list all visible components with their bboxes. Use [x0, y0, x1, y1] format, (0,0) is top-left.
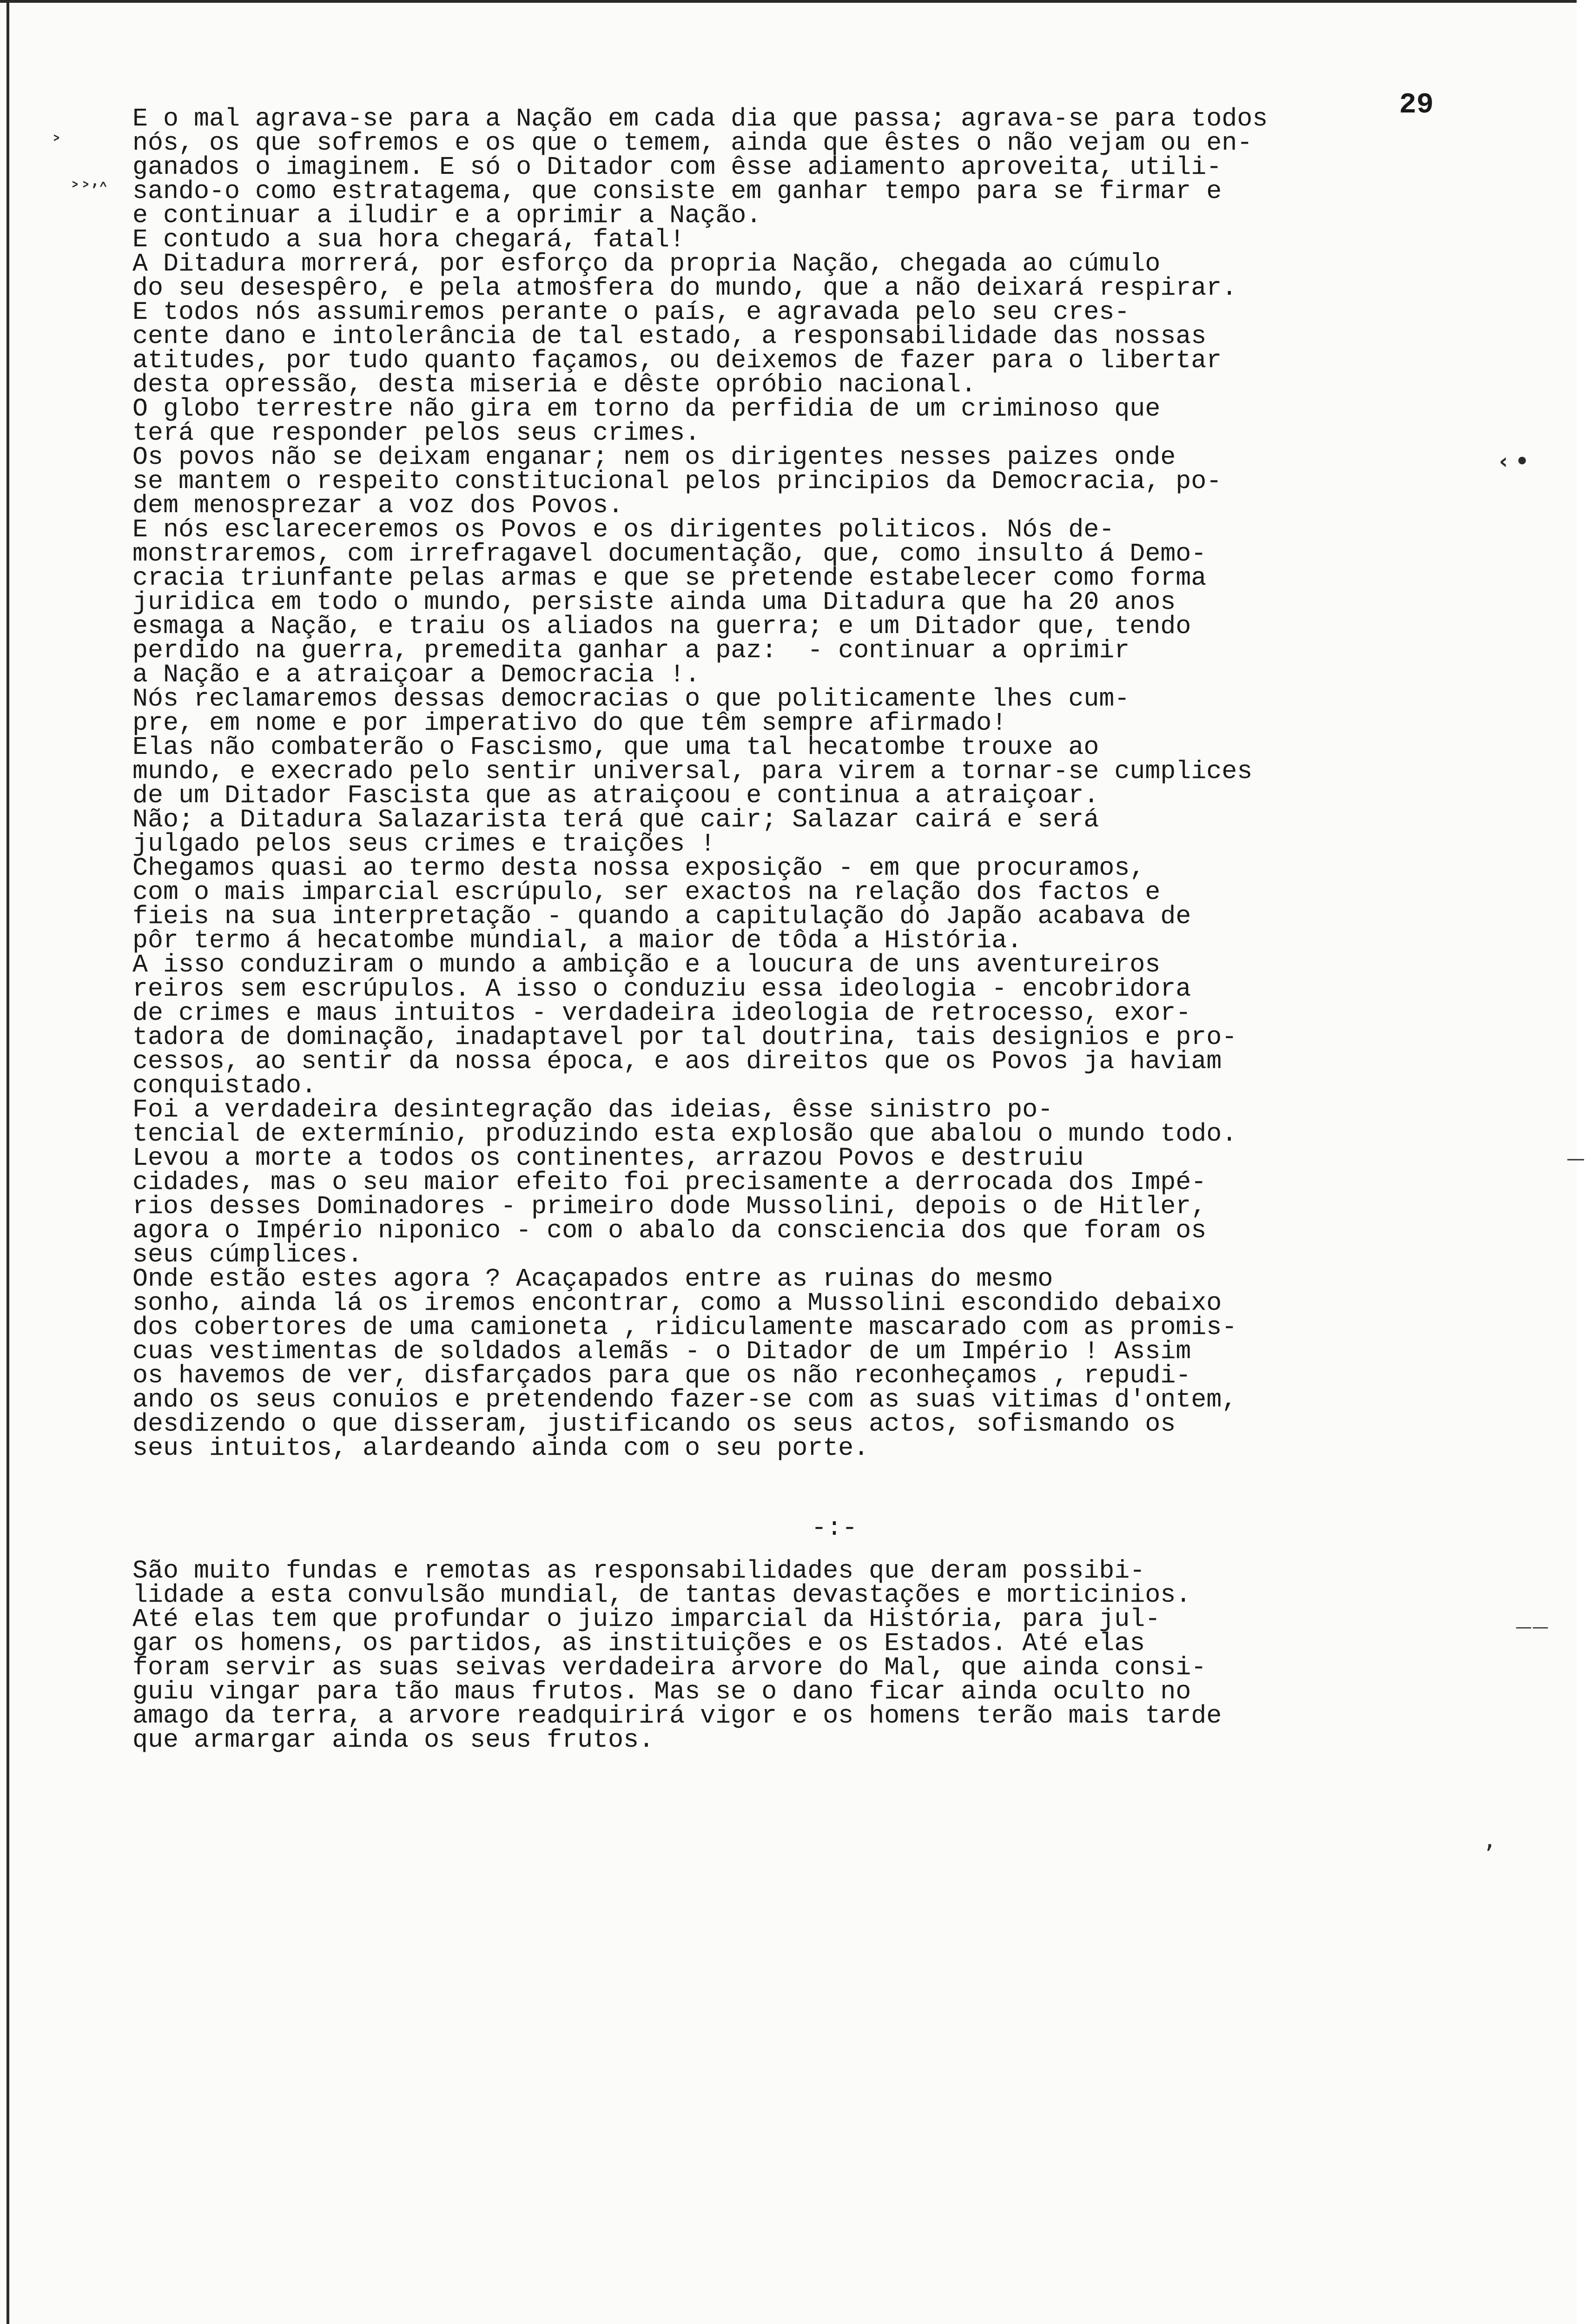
text-line: juridica em todo o mundo, persiste ainda uma Ditadura que ha 20 anos — [132, 588, 1176, 617]
text-line: julgado pelos seus crimes e traições ! — [132, 829, 716, 858]
text-line: amago da terra, a arvore readquirirá vigor e os homens terão mais tarde — [132, 1701, 1222, 1730]
text-line: Levou a morte a todos os continentes, arrazou Povos e destruiu — [132, 1143, 1084, 1173]
text-line: Chegamos quasi ao termo desta nossa exposição - em que procuramos, — [132, 853, 1145, 883]
text-line: perdido na guerra, premedita ganhar a paz: - continuar a oprimir — [132, 636, 1130, 665]
text-line: lidade a esta convulsão mundial, de tantas devastações e morticinios. — [132, 1580, 1191, 1610]
page-border-top — [0, 0, 1577, 3]
margin-mark: ‹ • — [1499, 449, 1529, 474]
text-line: que armargar ainda os seus frutos. — [132, 1725, 654, 1755]
page-border-left — [7, 0, 9, 2324]
margin-mark: —— — [1515, 1618, 1549, 1637]
text-line: terá que responder pelos seus crimes. — [132, 418, 700, 448]
text-line: O globo terrestre não gira em torno da perfidia de um criminoso que — [132, 394, 1161, 423]
text-line: cessos, ao sentir da nossa época, e aos direitos que os Povos ja haviam — [132, 1047, 1222, 1076]
text-line: ando os seus conuios e pretendendo fazer-se com as suas vitimas d'ontem, — [132, 1385, 1237, 1414]
text-line: se mantem o respeito constitucional pelos principios da Democracia, po- — [132, 467, 1222, 496]
text-line: E o mal agrava-se para a Nação em cada dia que passa; agrava-se para todos — [132, 104, 1268, 133]
text-line: a Nação e a atraiçoar a Democracia !. — [132, 660, 700, 689]
text-line: agora o Império niponico - com o abalo da consciencia dos que foram os — [132, 1216, 1207, 1245]
text-line: pôr termo á hecatombe mundial, a maior de tôda a História. — [132, 926, 1023, 955]
text-line: São muito fundas e remotas as responsabilidades que deram possibi- — [132, 1556, 1145, 1585]
text-line: dos cobertores de uma camioneta , ridiculamente mascarado com as promis- — [132, 1313, 1237, 1342]
text-line: A Ditadura morrerá, por esforço da propria Nação, chegada ao cúmulo — [132, 249, 1161, 278]
text-line: desta opressão, desta miseria e dêste opróbio nacional. — [132, 370, 977, 399]
margin-mark: — — [1566, 1148, 1585, 1169]
section-separator: -:- — [811, 1513, 858, 1543]
text-line: gar os homens, os partidos, as instituições e os Estados. Até elas — [132, 1629, 1145, 1658]
text-line: atitudes, por tudo quanto façamos, ou deixemos de fazer para o libertar — [132, 346, 1222, 375]
text-line: guiu vingar para tão maus frutos. Mas se o dano ficar ainda oculto no — [132, 1677, 1191, 1706]
text-line: rios desses Dominadores - primeiro dode Mussolini, depois o de Hitler, — [132, 1192, 1207, 1221]
text-line: com o mais imparcial escrúpulo, ser exactos na relação dos factos e — [132, 878, 1161, 907]
text-line: Até elas tem que profundar o juizo imparcial da História, para jul- — [132, 1604, 1161, 1634]
text-line: desdizendo o que disseram, justificando os seus actos, sofismando os — [132, 1409, 1176, 1439]
text-line: os havemos de ver, disfarçados para que os não reconheçamos , repudi- — [132, 1361, 1191, 1390]
text-line: cracia triunfante pelas armas e que se pretende estabelecer como forma — [132, 563, 1207, 593]
margin-mark: , — [1485, 1822, 1494, 1855]
text-line: nós, os que sofremos e os que o temem, ainda que êstes o não vejam ou en- — [132, 128, 1253, 158]
text-line: pre, em nome e por imperativo do que têm sempre afirmado! — [132, 708, 1007, 738]
text-line: E nós esclareceremos os Povos e os dirigentes politicos. Nós de- — [132, 515, 1115, 544]
page-number: 29 — [1399, 88, 1434, 121]
text-line: e continuar a iludir e a oprimir a Nação. — [132, 201, 762, 230]
text-line: cidades, mas o seu maior efeito foi precisamente a derrocada dos Impé- — [132, 1168, 1207, 1197]
closing-paragraph — [132, 1556, 1536, 1755]
text-line: sando-o como estratagema, que consiste em ganhar tempo para se firmar e — [132, 177, 1222, 206]
text-line: Foi a verdadeira desintegração das ideias, êsse sinistro po- — [132, 1095, 1053, 1124]
text-line: Nós reclamaremos dessas democracias o que politicamente lhes cum- — [132, 684, 1130, 713]
text-line: esmaga a Nação, e traiu os aliados na guerra; e um Ditador que, tendo — [132, 612, 1191, 641]
text-line: de um Ditador Fascista que as atraiçoou e continua a atraiçoar. — [132, 781, 1099, 810]
text-line: fieis na sua interpretação - quando a capitulação do Japão acabava de — [132, 902, 1191, 931]
text-line: do seu desespêro, e pela atmosfera do mundo, que a não deixará respirar. — [132, 273, 1237, 303]
text-line: de crimes e maus intuitos - verdadeira ideologia de retrocesso, exor- — [132, 998, 1191, 1028]
text-line: dem menosprezar a voz dos Povos. — [132, 491, 624, 520]
text-line: Onde estão estes agora ? Acaçapados entre as ruinas do mesmo — [132, 1264, 1053, 1294]
text-line: monstraremos, com irrefragavel documentação, que, como insulto á Demo- — [132, 539, 1207, 568]
text-line: Elas não combaterão o Fascismo, que uma tal hecatombe trouxe ao — [132, 733, 1099, 762]
text-line: E contudo a sua hora chegará, fatal! — [132, 225, 685, 254]
text-line: seus intuitos, alardeando ainda com o seu porte. — [132, 1433, 869, 1463]
margin-mark: ˃˃’˄ — [70, 179, 109, 204]
text-line: E todos nós assumiremos perante o país, e agravada pelo seu cres- — [132, 297, 1130, 327]
margin-mark: ˃ — [51, 132, 62, 158]
text-line: A isso conduziram o mundo a ambição e a loucura de uns aventureiros — [132, 950, 1161, 979]
text-line: Os povos não se deixam enganar; nem os dirigentes nesses paizes onde — [132, 442, 1176, 472]
text-line: mundo, e execrado pelo sentir universal, para virem a tornar-se cumplices — [132, 757, 1253, 786]
text-line: cuas vestimentas de soldados alemãs - o Ditador de um Império ! Assim — [132, 1337, 1191, 1366]
text-line: tadora de dominação, inadaptavel por tal doutrina, tais designios e pro- — [132, 1023, 1237, 1052]
text-line: foram servir as suas seivas verdadeira arvore do Mal, que ainda consi- — [132, 1653, 1207, 1682]
text-line: reiros sem escrúpulos. A isso o conduziu essa ideologia - encobridora — [132, 974, 1191, 1004]
text-line: Não; a Ditadura Salazarista terá que cair; Salazar cairá e será — [132, 805, 1099, 834]
text-line: conquistado. — [132, 1071, 317, 1100]
text-line: seus cúmplices. — [132, 1240, 363, 1269]
text-line: ganados o imaginem. E só o Ditador com êsse adiamento aproveita, utili- — [132, 152, 1222, 182]
text-line: sonho, ainda lá os iremos encontrar, como a Mussolini escondido debaixo — [132, 1288, 1222, 1318]
text-line: tencial de extermínio, produzindo esta explosão que abalou o mundo todo. — [132, 1119, 1237, 1149]
text-line: cente dano e intolerância de tal estado, a responsabilidade das nossas — [132, 322, 1207, 351]
